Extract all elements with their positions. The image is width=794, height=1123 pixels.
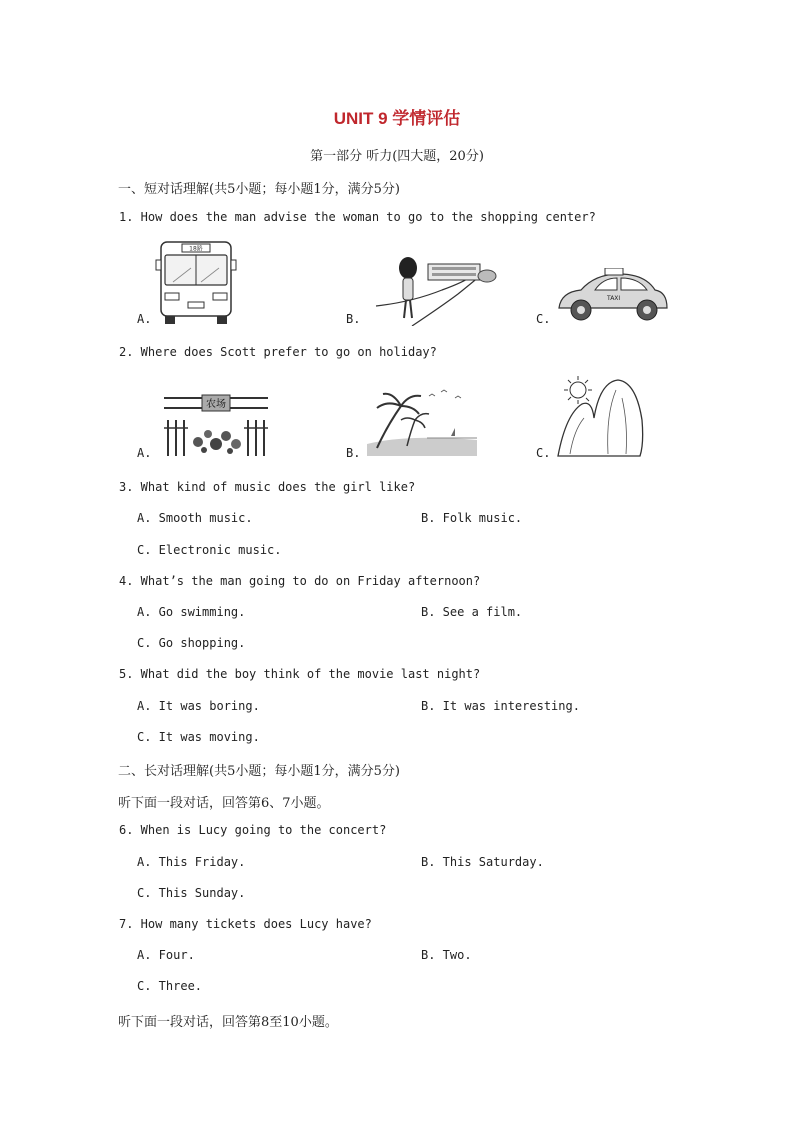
bus-route-label: 18路 bbox=[189, 245, 203, 253]
mountain-icon bbox=[556, 374, 646, 458]
q2-option-b: B. bbox=[346, 446, 361, 460]
question-2: 2. Where does Scott prefer to go on holiday? bbox=[119, 345, 437, 359]
q6-option-c: C. This Sunday. bbox=[137, 886, 246, 900]
q7-option-a: A. Four. bbox=[137, 948, 195, 962]
farm-icon bbox=[164, 394, 268, 458]
q5-option-a: A. It was boring. bbox=[137, 699, 260, 713]
question-6: 6. When is Lucy going to the concert? bbox=[119, 823, 387, 837]
q6-option-a: A. This Friday. bbox=[137, 855, 246, 869]
question-1: 1. How does the man advise the woman to go to the shopping center? bbox=[119, 210, 596, 224]
q4-option-c: C. Go shopping. bbox=[137, 636, 246, 650]
q3-option-b: B. Folk music. bbox=[421, 511, 523, 525]
section1-heading: 一、短对话理解(共5小题；每小题1分，满分5分) bbox=[118, 182, 400, 197]
question-5: 5. What did the boy think of the movie last night? bbox=[119, 667, 481, 681]
section2-heading: 二、长对话理解(共5小题；每小题1分，满分5分) bbox=[118, 764, 400, 779]
question-3: 3. What kind of music does the girl like? bbox=[119, 480, 416, 494]
q3-option-c: C. Electronic music. bbox=[137, 543, 282, 557]
part-heading: 第一部分 听力(四大题，20分) bbox=[310, 149, 484, 164]
farm-sign-label: 农场 bbox=[206, 399, 226, 410]
q3-option-a: A. Smooth music. bbox=[137, 511, 253, 525]
bus-icon bbox=[155, 238, 237, 324]
section2-intro-1: 听下面一段对话，回答第6、7小题。 bbox=[118, 796, 330, 811]
q1-option-c: C. bbox=[536, 312, 551, 326]
walking-woman-icon bbox=[372, 254, 498, 326]
q6-option-b: B. This Saturday. bbox=[421, 855, 544, 869]
q4-option-a: A. Go swimming. bbox=[137, 605, 246, 619]
q2-option-c: C. bbox=[536, 446, 551, 460]
q2-option-a: A. bbox=[137, 446, 152, 460]
taxi-icon bbox=[555, 268, 671, 324]
q1-option-a: A. bbox=[137, 312, 152, 326]
question-7: 7. How many tickets does Lucy have? bbox=[119, 917, 372, 931]
beach-icon bbox=[367, 386, 477, 456]
q5-option-c: C. It was moving. bbox=[137, 730, 260, 744]
q1-option-b: B. bbox=[346, 312, 361, 326]
question-4: 4. What’s the man going to do on Friday afternoon? bbox=[119, 574, 481, 588]
q5-option-b: B. It was interesting. bbox=[421, 699, 580, 713]
q7-option-b: B. Two. bbox=[421, 948, 472, 962]
q7-option-c: C. Three. bbox=[137, 979, 203, 993]
page-title: UNIT 9 学情评估 bbox=[333, 109, 461, 128]
taxi-label: TAXI bbox=[607, 295, 621, 302]
section2-intro-2: 听下面一段对话，回答第8至10小题。 bbox=[118, 1015, 338, 1030]
q4-option-b: B. See a film. bbox=[421, 605, 523, 619]
